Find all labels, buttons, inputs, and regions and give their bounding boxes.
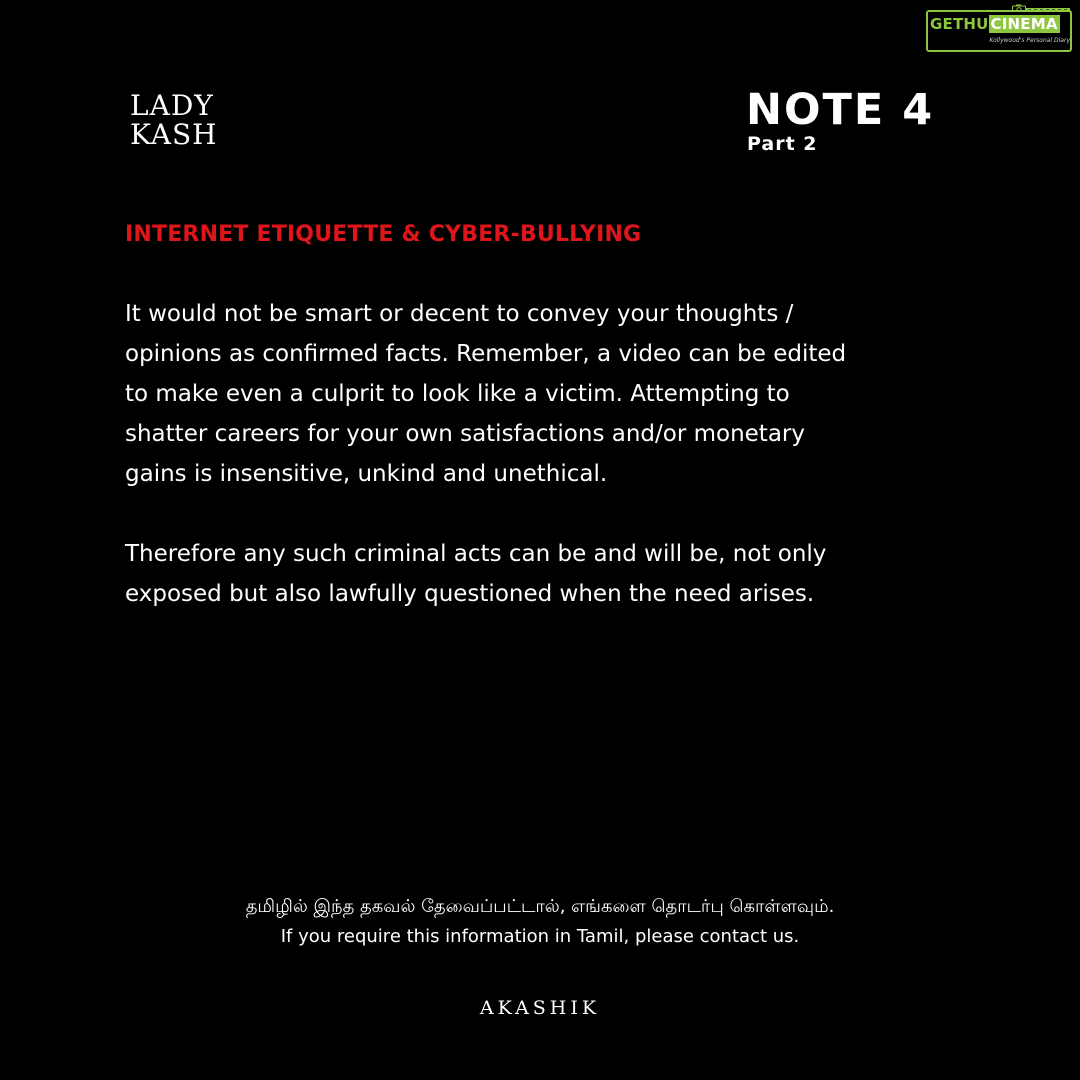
footer-english-text: If you require this information in Tamil, please contact us. <box>280 926 800 947</box>
body-paragraph-2 <box>125 534 965 614</box>
paragraph-line: gains is insensitive, unkind and unethical. <box>125 461 608 487</box>
paragraph-line: Therefore any such criminal acts can be and will be, not only <box>125 541 827 567</box>
paragraph-line: opinions as confirmed facts. Remember, a video can be edited <box>125 341 847 367</box>
lady-kash-logo <box>130 91 230 149</box>
akashik-brand: AKASHIK <box>479 997 601 1019</box>
paragraph-line: exposed but also lawfully questioned when the need arises. <box>125 581 815 607</box>
logo-line-2: KASH <box>130 118 218 151</box>
body-paragraph-1 <box>125 294 965 494</box>
watermark-title <box>930 15 1060 33</box>
paragraph-line: to make even a culprit to look like a victim. Attempting to <box>125 381 790 407</box>
footer-tamil-text: தமிழில் இந்த தகவல் தேவைப்பட்டால், எங்களை தொடர்பு கொள்ளவும். <box>245 896 835 917</box>
watermark-logo <box>926 8 1074 54</box>
note-title: NOTE 4 <box>746 85 935 135</box>
logo-line-1: LADY <box>130 89 214 122</box>
section-heading: INTERNET ETIQUETTE & CYBER-BULLYING <box>125 222 642 247</box>
paragraph-line: It would not be smart or decent to convey your thoughts / <box>125 301 794 327</box>
note-subtitle: Part 2 <box>747 133 818 155</box>
watermark-tagline: Kollywood's Personal Diary <box>989 37 1070 44</box>
watermark-brand-b: CINEMA <box>990 15 1058 33</box>
watermark-brand-a: GETHU <box>930 15 989 33</box>
paragraph-line: shatter careers for your own satisfactions and/or monetary <box>125 421 805 447</box>
